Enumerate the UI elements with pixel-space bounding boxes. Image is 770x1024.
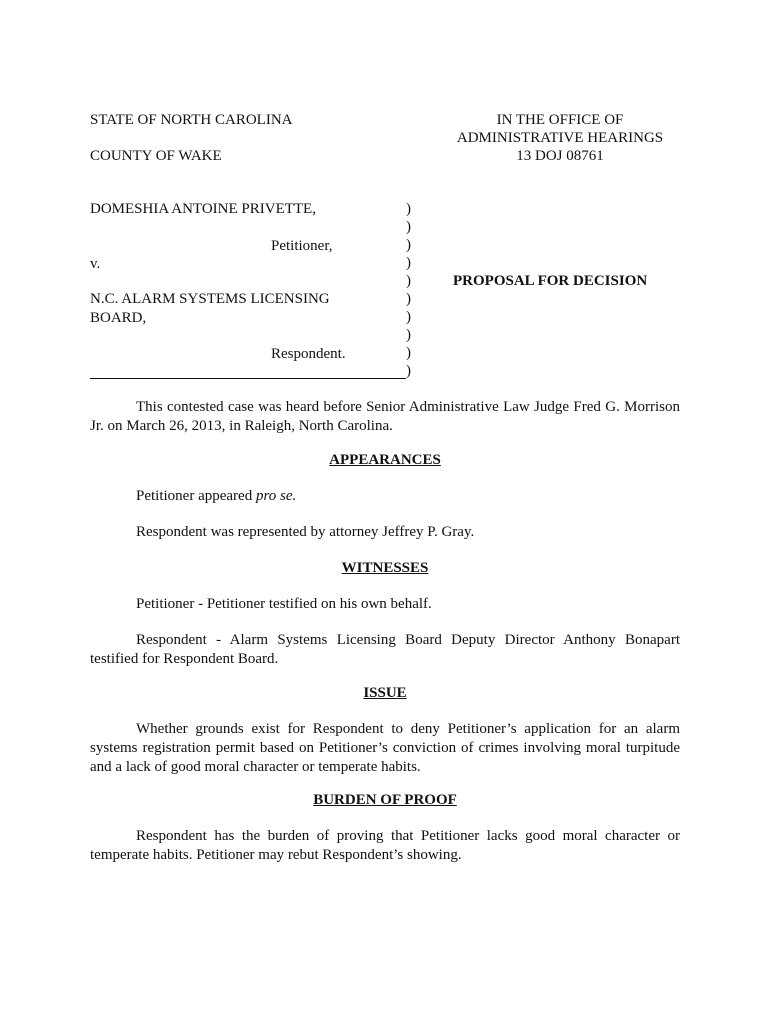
office-line-2: ADMINISTRATIVE HEARINGS xyxy=(456,130,664,146)
pro-se-text: pro se. xyxy=(255,488,297,504)
appearance-petitioner xyxy=(136,488,296,505)
caption-paren: ) xyxy=(406,219,411,235)
caption-paren: ) xyxy=(406,291,411,307)
witness-petitioner: Petitioner - Petitioner testified on his own behalf. xyxy=(136,596,432,612)
issue-heading: ISSUE xyxy=(363,685,407,701)
caption-paren: ) xyxy=(406,201,411,217)
docket-number: 13 DOJ 08761 xyxy=(516,148,604,164)
caption-paren: ) xyxy=(406,273,411,289)
witnesses-heading: WITNESSES xyxy=(341,560,429,576)
caption-paren: ) xyxy=(406,345,411,361)
document-title: PROPOSAL FOR DECISION xyxy=(453,273,648,289)
petitioner-name: DOMESHIA ANTOINE PRIVETTE, xyxy=(90,201,316,217)
intro-text: This contested case was heard before Senior Administrative Law Judge Fred G. Morrison Jr. on March 26, 2013, in Raleigh, North Carolina. xyxy=(90,399,680,434)
caption-underline xyxy=(90,378,406,379)
respondent-name-line-2: BOARD, xyxy=(90,310,147,326)
burden-paragraph xyxy=(90,827,680,865)
appearances-heading: APPEARANCES xyxy=(329,452,441,468)
caption-paren: ) xyxy=(406,255,411,271)
petitioner-role: Petitioner, xyxy=(271,238,333,254)
office-line-1: IN THE OFFICE OF xyxy=(496,112,624,128)
appearance-petitioner-text: Petitioner appeared xyxy=(136,488,256,504)
burden-text: Respondent has the burden of proving that Petitioner lacks good moral character or temperate habits. Petitioner may rebut Respondent’s showing. xyxy=(90,828,680,863)
respondent-role: Respondent. xyxy=(271,346,346,362)
versus: v. xyxy=(90,256,101,272)
issue-text: Whether grounds exist for Respondent to deny Petitioner’s application for an alarm systems registration permit based on Petitioner’s conviction of crimes involving moral turpitude and a lack of good moral character or temperate habits. xyxy=(90,721,680,775)
caption-paren: ) xyxy=(406,309,411,325)
witness-respondent: Respondent - Alarm Systems Licensing Board Deputy Director Anthony Bonapart testified for Respondent Board. xyxy=(90,632,680,667)
appearance-respondent: Respondent was represented by attorney Jeffrey P. Gray. xyxy=(136,524,475,540)
state-caption: STATE OF NORTH CAROLINA xyxy=(90,112,293,128)
issue-paragraph xyxy=(90,720,680,777)
burden-heading: BURDEN OF PROOF xyxy=(313,792,457,808)
respondent-name-line-1: N.C. ALARM SYSTEMS LICENSING xyxy=(90,291,330,307)
intro-paragraph xyxy=(90,398,680,436)
caption-paren: ) xyxy=(406,363,411,379)
caption-paren: ) xyxy=(406,327,411,343)
county-caption: COUNTY OF WAKE xyxy=(90,148,222,164)
caption-paren: ) xyxy=(406,237,411,253)
witness-respondent-paragraph xyxy=(90,631,680,669)
